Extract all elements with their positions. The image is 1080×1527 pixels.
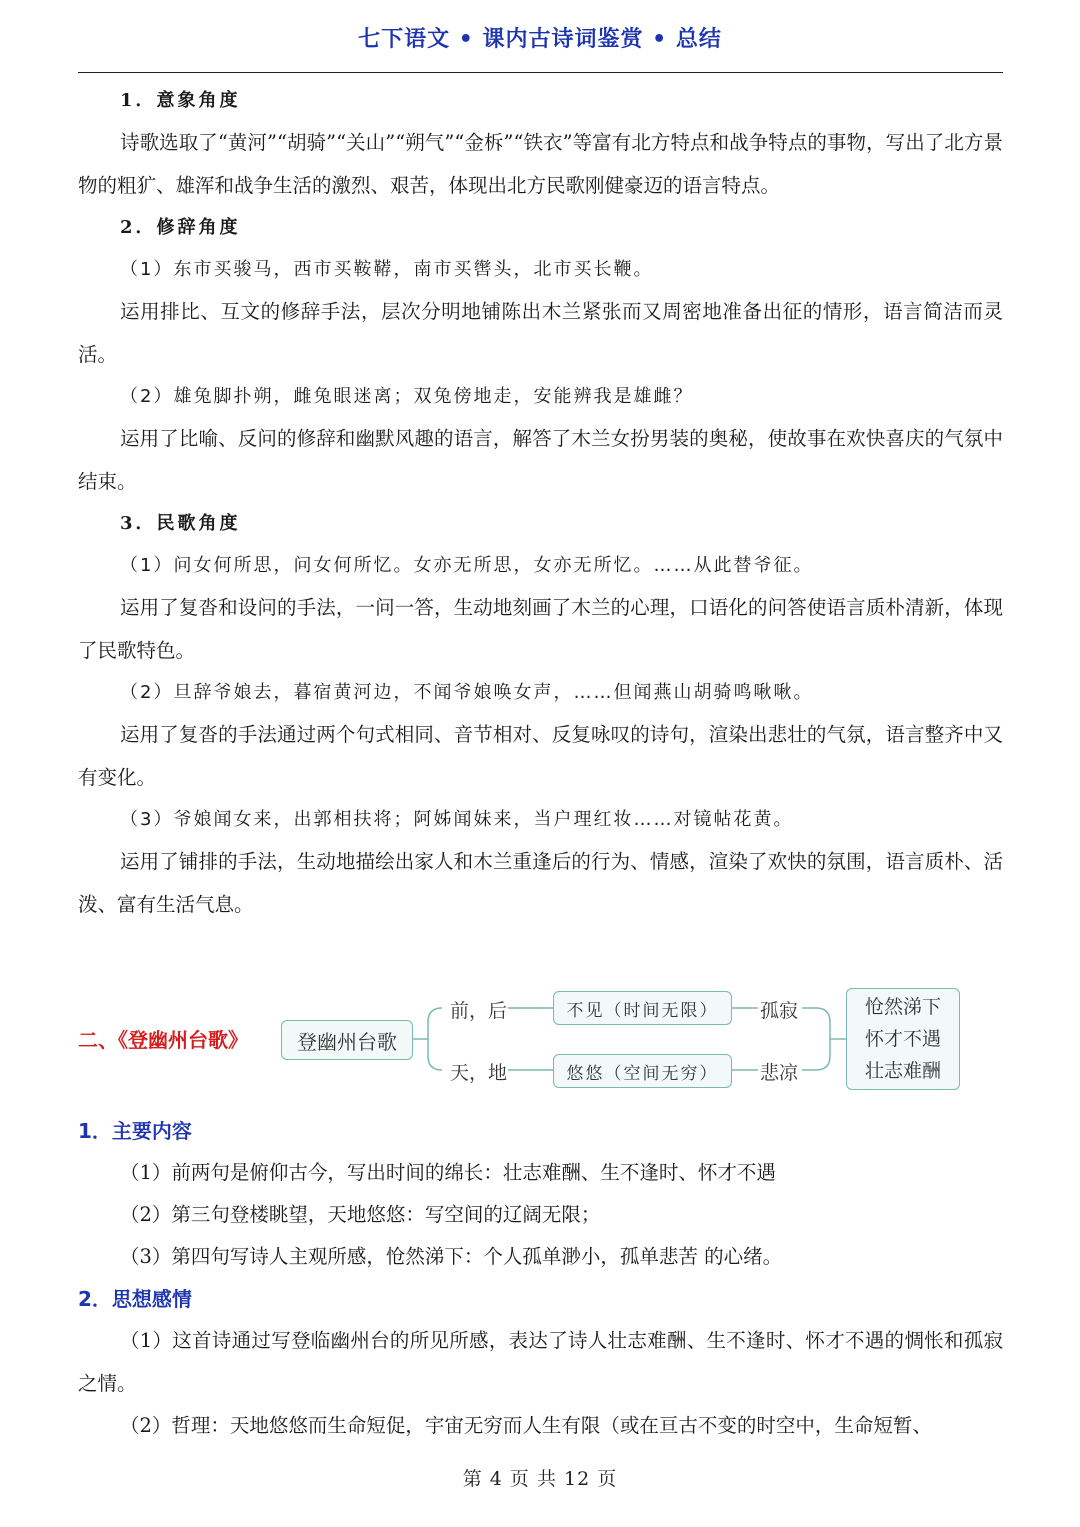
heading-main-content: 1．主要内容 xyxy=(78,1119,192,1143)
content-item-3: （3）第四句写诗人主观所感，怆然涕下：个人孤单渺小，孤单悲苦 的心绪。 xyxy=(120,1245,783,1268)
diagram-result-line-1: 怆然涕下 xyxy=(864,996,941,1018)
diagram-root-box: 登幽州台歌 xyxy=(281,1020,413,1060)
diagram-box-time: 不见（时间无限） xyxy=(553,991,732,1025)
diagram-branch-top: 前，后 xyxy=(450,1000,508,1022)
section-heading-folksong: 3．民歌角度 xyxy=(120,513,241,534)
diagram-box-space: 悠悠（空间无穷） xyxy=(553,1054,732,1088)
section-heading-rhetoric: 2．修辞角度 xyxy=(120,217,241,238)
quote-rhetoric-1: （1）东市买骏马，西市买鞍鞯，南市买辔头，北市买长鞭。 xyxy=(120,259,654,280)
quote-folksong-3: （3）爷娘闻女来，出郭相扶将；阿姊闻妹来，当户理红妆……对镜帖花黄。 xyxy=(120,809,794,830)
diagram-feel-top: 孤寂 xyxy=(760,1000,799,1022)
diagram-result-line-2: 怀才不遇 xyxy=(864,1028,941,1050)
diagram-branch-bottom: 天，地 xyxy=(450,1062,508,1084)
paragraph-folksong-2: 运用了复沓的手法通过两个句式相同、音节相对、反复咏叹的诗句，渲染出悲壮的气氛，语言整齐中又有变化。 xyxy=(78,723,1003,789)
feeling-item-1: （1）这首诗通过写登临幽州台的所见所感，表达了诗人壮志难酬、生不逢时、怀才不遇的惆怅和孤寂之情。 xyxy=(78,1329,1003,1395)
document-body xyxy=(78,80,1003,926)
section-heading-imagery: 1．意象角度 xyxy=(120,90,241,111)
quote-folksong-1: （1）问女何所思，问女何所忆。女亦无所思，女亦无所忆。……从此替爷征。 xyxy=(120,555,814,576)
paragraph-rhetoric-1: 运用排比、互文的修辞手法，层次分明地铺陈出木兰紧张而又周密地准备出征的情形，语言简洁而灵活。 xyxy=(78,300,1003,366)
diagram-feel-bottom: 悲凉 xyxy=(760,1062,799,1084)
heading-thoughts-feelings: 2．思想感情 xyxy=(78,1287,192,1311)
quote-folksong-2: （2）旦辞爷娘去，暮宿黄河边，不闻爷娘唤女声，……但闻燕山胡骑鸣啾啾。 xyxy=(120,682,814,703)
section-poem-analysis xyxy=(78,1110,1003,1447)
poem-title: 二、《登幽州台歌》 xyxy=(78,1028,248,1052)
content-item-2: （2）第三句登楼眺望，天地悠悠：写空间的辽阔无限； xyxy=(120,1203,601,1226)
paragraph-imagery: 诗歌选取了“黄河”“胡骑”“关山”“朔气”“金柝”“铁衣”等富有北方特点和战争特点的事物，写出了北方景物的粗犷、雄浑和战争生活的激烈、艰苦，体现出北方民歌刚健豪迈的语言特点。 xyxy=(78,131,1003,197)
poem-structure-diagram xyxy=(78,986,968,1096)
paragraph-folksong-3: 运用了铺排的手法，生动地描绘出家人和木兰重逢后的行为、情感，渲染了欢快的氛围，语言质朴、活泼、富有生活气息。 xyxy=(78,850,1003,916)
quote-rhetoric-2: （2）雄兔脚扑朔，雌兔眼迷离；双兔傍地走，安能辨我是雄雌？ xyxy=(120,386,694,407)
page-number: 第 4 页 共 12 页 xyxy=(462,1468,618,1490)
content-item-1: （1）前两句是俯仰古今，写出时间的绵长：壮志难酬、生不逢时、怀才不遇 xyxy=(120,1161,776,1184)
paragraph-rhetoric-2: 运用了比喻、反问的修辞和幽默风趣的语言，解答了木兰女扮男装的奥秘，使故事在欢快喜庆的气氛中结束。 xyxy=(78,427,1003,493)
page-header-title: 七下语文 • 课内古诗词鉴赏 • 总结 xyxy=(358,27,722,52)
diagram-result-line-3: 壮志难酬 xyxy=(864,1060,941,1082)
diagram-result-box xyxy=(846,988,960,1090)
header-divider xyxy=(78,72,1003,73)
paragraph-folksong-1: 运用了复沓和设问的手法，一问一答，生动地刻画了木兰的心理，口语化的问答使语言质朴清新，体现了民歌特色。 xyxy=(78,596,1003,662)
feeling-item-2: （2）哲理：天地悠悠而生命短促，宇宙无穷而人生有限（或在亘古不变的时空中，生命短暂、 xyxy=(120,1414,932,1437)
